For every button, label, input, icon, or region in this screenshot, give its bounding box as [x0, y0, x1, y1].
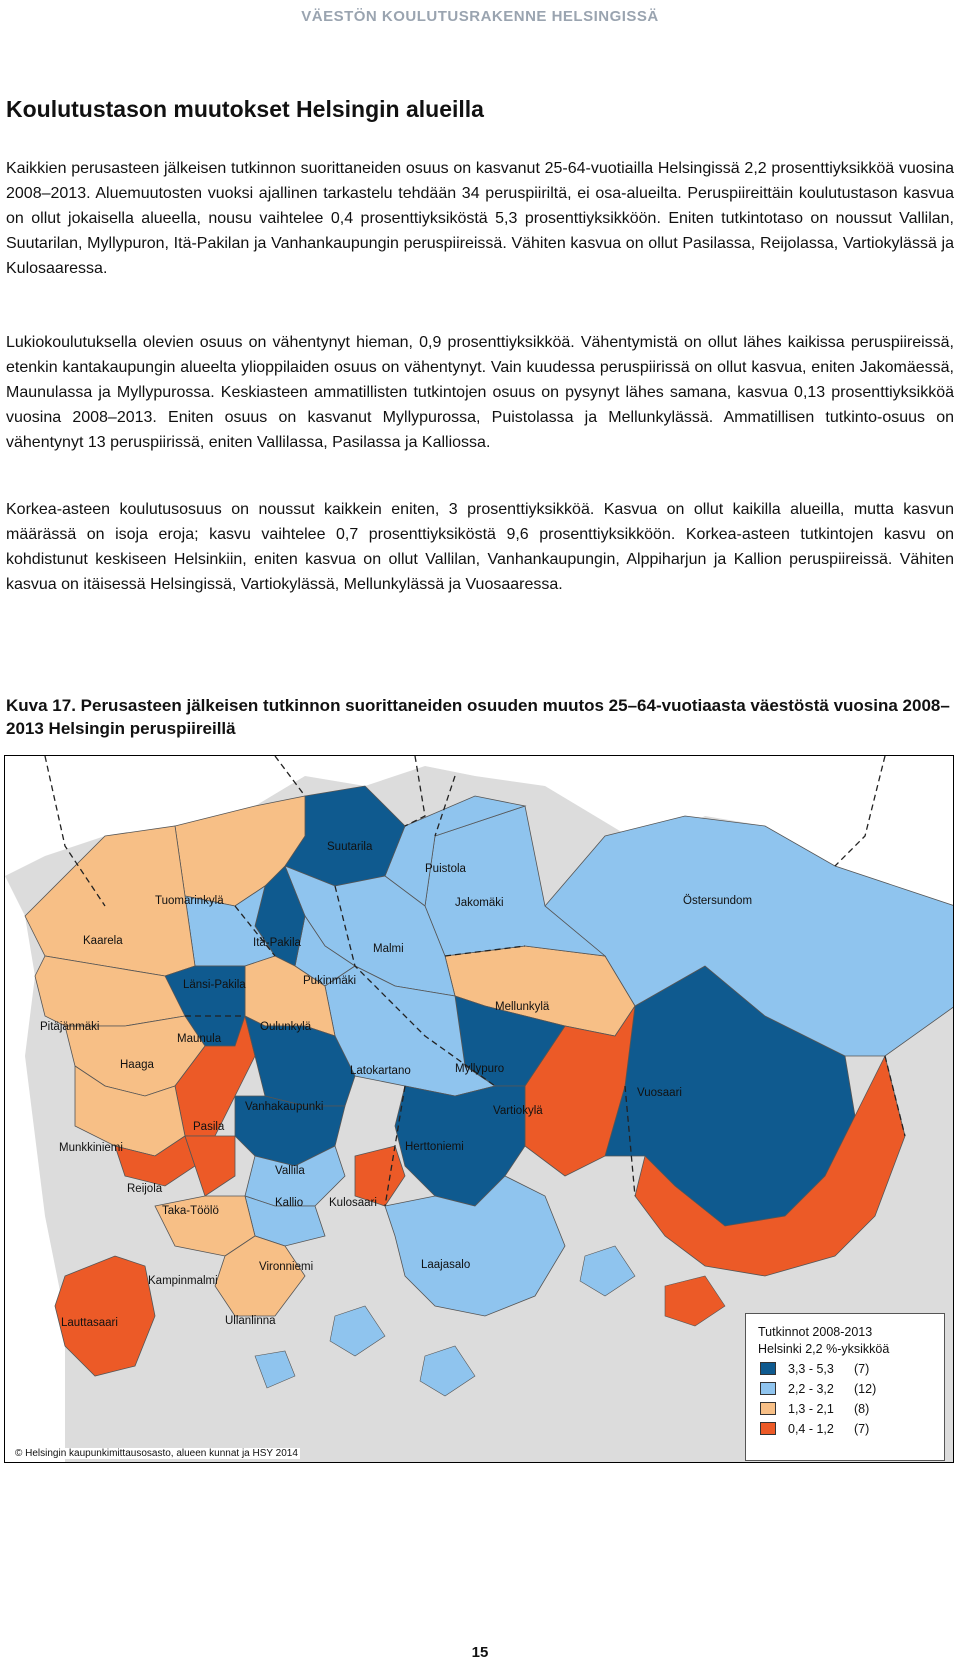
- legend-item: [758, 1419, 932, 1438]
- district-label: Munkkiniemi: [59, 1142, 123, 1154]
- district-label: Puistola: [425, 863, 466, 875]
- legend-count: (8): [854, 1401, 870, 1416]
- district-label: Lauttasaari: [61, 1317, 118, 1329]
- legend-item: [758, 1399, 932, 1418]
- district-label: Vartiokylä: [493, 1105, 543, 1117]
- district-map: [4, 755, 954, 1463]
- legend-range: 2,2 - 3,2: [788, 1381, 834, 1396]
- district-label: Pukinmäki: [303, 975, 357, 987]
- page-number: 15: [471, 1644, 489, 1661]
- legend-subtitle: Helsinki 2,2 %-yksikköä: [758, 1342, 890, 1356]
- legend-count: (7): [854, 1361, 870, 1376]
- legend-item: [758, 1379, 932, 1398]
- district-label: Länsi-Pakila: [183, 979, 246, 991]
- district-label: Pasila: [193, 1121, 225, 1133]
- legend-count: (7): [854, 1421, 870, 1436]
- district-label: Maunula: [177, 1033, 222, 1045]
- district-label: Herttoniemi: [405, 1141, 464, 1153]
- legend-title: Tutkinnot 2008-2013: [758, 1325, 873, 1339]
- district-label: Malmi: [373, 943, 404, 955]
- district-label: Myllypuro: [455, 1063, 505, 1075]
- legend-count: (12): [854, 1381, 877, 1396]
- district-label: Ullanlinna: [225, 1315, 276, 1327]
- body-paragraph: Korkea-asteen koulutusosuus on noussut kaikkein eniten, 3 prosenttiyksikköä. Kasvua on ollut kaikilla alueilla, mutta kasvun määrässä on isoja eroja; kasvu vaihtelee 0,7 prosenttiyksiköstä 9,6 prosenttiyksikköön. Korkea-asteen tutkintojen kasvu on kohdistunut keskiseen Helsinkiin, eniten kasvua on ollut Vallilan, Vanhankaupungin, Alppiharjun ja Kallion peruspiireissä. Vähiten kasvua on itäisessä Helsingissä, Vartiokylässä, Mellunkylässä ja Vuosaaressa.: [6, 501, 954, 593]
- section-title: Koulutustason muutokset Helsingin alueilla: [6, 96, 484, 122]
- district-label: Östersundom: [683, 895, 753, 907]
- district-label: Pitäjänmäki: [40, 1021, 100, 1033]
- district-label: Vanhakaupunki: [245, 1101, 324, 1113]
- district-label: Vuosaari: [637, 1087, 682, 1099]
- legend-item: [758, 1359, 932, 1378]
- body-paragraph: Lukiokoulutuksella olevien osuus on vähentynyt hieman, 0,9 prosenttiyksikköä. Vähentymistä on ollut lähes kaikissa peruspiireissä, etenkin kantakaupungin alueelta ylioppilaiden osuus on vähentynyt. Vain kuudessa peruspiirissä on ollut kasvua, eniten Jakomäessä, Maunulassa ja Myllypurossa. Keskiasteen ammatillisten tutkintojen osuus on pysynyt lähes samana, kasvua 0,13 prosenttiyksikköä vuosina 2008–2013. Eniten osuus on kasvanut Myllypurossa, Puistolassa ja Mellunkylässä. Ammatillisen tutkinto-osuus on vähentynyt 13 peruspiirissä, eniten Vallilassa, Pasilassa ja Kalliossa.: [6, 334, 954, 451]
- figure-caption: Kuva 17. Perusasteen jälkeisen tutkinnon suorittaneiden osuuden muutos 25–64-vuotiaasta väestöstä vuosina 2008–2013 Helsingin peruspiireillä: [6, 696, 950, 738]
- body-paragraph: Kaikkien perusasteen jälkeisen tutkinnon suorittaneiden osuus on kasvanut 25-64-vuotiailla Helsingissä 2,2 prosenttiyksikköä vuosina 2008–2013. Aluemuutosten vuoksi ajallinen tarkastelu tehdään 34 peruspiiriltä, ei osa-alueilta. Peruspiireittäin koulutustason kasvua on ollut jokaisella alueella, nousu vaihtelee 0,4 prosenttiyksiköstä 5,3 prosenttiyksikköön. Eniten tutkintotaso on noussut Vallilan, Suutarilan, Myllypuron, Itä-Pakilan ja Vanhankaupungin peruspiireissä. Vähiten kasvua on ollut Pasilassa, Reijolassa, Vartiokylässä ja Kulosaaressa.: [6, 160, 954, 277]
- legend-swatch: [760, 1422, 776, 1435]
- district-label: Latokartano: [350, 1065, 411, 1077]
- district-label: Suutarila: [327, 841, 373, 853]
- district-label: Tuomarinkylä: [155, 895, 224, 907]
- district-label: Kampinmalmi: [148, 1275, 218, 1287]
- legend-range: 1,3 - 2,1: [788, 1401, 834, 1416]
- legend-range: 3,3 - 5,3: [788, 1361, 834, 1376]
- district-label: Haaga: [120, 1059, 154, 1071]
- district-label: Kulosaari: [329, 1197, 377, 1209]
- district-label: Vironniemi: [259, 1261, 314, 1273]
- legend-swatch: [760, 1382, 776, 1395]
- map-copyright: © Helsingin kaupunkimittausosasto, alueen kunnat ja HSY 2014: [15, 1448, 298, 1459]
- running-header: VÄESTÖN KOULUTUSRAKENNE HELSINGISSÄ: [301, 8, 659, 25]
- legend-range: 0,4 - 1,2: [788, 1421, 834, 1436]
- district-label: Vallila: [275, 1165, 305, 1177]
- district-label: Oulunkylä: [260, 1021, 312, 1033]
- district-label: Mellunkylä: [495, 1001, 550, 1013]
- district-label: Jakomäki: [455, 897, 504, 909]
- district-label: Itä-Pakila: [253, 937, 301, 949]
- legend-swatch: [760, 1362, 776, 1375]
- district-label: Laajasalo: [421, 1259, 471, 1271]
- district-label: Kaarela: [83, 935, 123, 947]
- map-legend: [745, 1313, 945, 1461]
- district-label: Taka-Töölö: [162, 1205, 219, 1217]
- district-label: Reijola: [127, 1183, 163, 1195]
- district-label: Kallio: [275, 1197, 304, 1209]
- legend-swatch: [760, 1402, 776, 1415]
